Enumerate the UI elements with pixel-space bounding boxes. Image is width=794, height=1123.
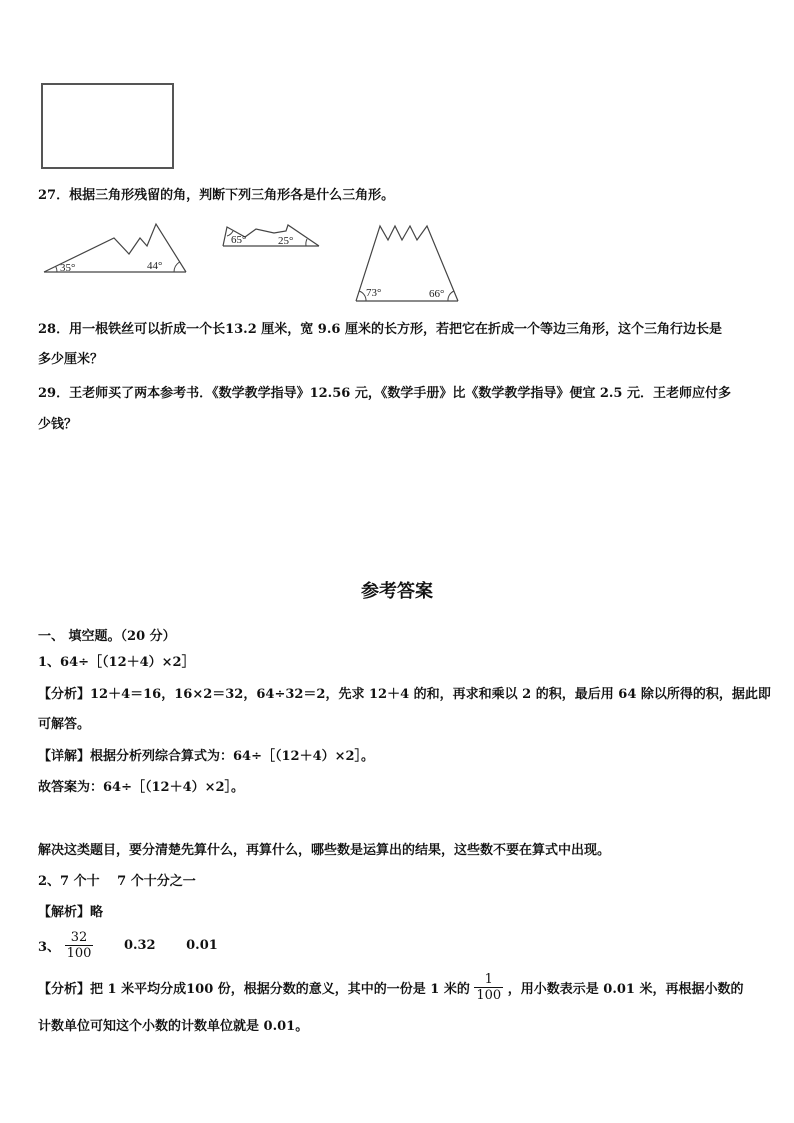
angle-label: 35° <box>60 262 76 274</box>
answer-3-head <box>38 930 218 961</box>
answer-1-detail: 【详解】根据分析列综合算式为：64÷［（12＋4）×2］。 <box>38 749 375 764</box>
question-29-line2: 少钱？ <box>38 417 78 432</box>
angle-label: 65° <box>231 234 247 246</box>
fraction-denominator: 100 <box>476 988 502 1003</box>
fraction-denominator: 100 <box>66 946 92 961</box>
answer-3-analysis-line2: 计数单位可知这个小数的计数单位就是 0.01。 <box>38 1019 309 1034</box>
answer-2-analysis: 【解析】略 <box>38 905 104 920</box>
answer-1-head: 1、64÷［（12＋4）×2］ <box>38 655 195 670</box>
answer-2-head: 2、7 个十 7 个十分之一 <box>38 874 196 889</box>
question-28-line1: 28．用一根铁丝可以折成一个长13.2 厘米，宽 9.6 厘米的长方形，若把它在折成一个等边三角形，这个三角行边长是 <box>38 322 722 337</box>
fraction-1-100 <box>474 972 503 1003</box>
question-27: 27．根据三角形残留的角，判断下列三角形各是什么三角形。 <box>38 188 395 203</box>
answer-1-tip: 解决这类题目，要分清楚先算什么，再算什么，哪些数是运算出的结果，这些数不要在算式中出现。 <box>38 843 611 858</box>
angle-label: 73° <box>366 287 382 299</box>
answer-3-analysis-a: 【分析】把 1 米平均分成100 份，根据分数的意义，其中的一份是 1 米的 <box>38 982 470 997</box>
answer-3-analysis-b: ，用小数表示是 0.01 米，再根据小数的 <box>507 982 744 997</box>
angle-label: 44° <box>147 260 163 272</box>
answer-3-value-1: 0.32 <box>123 938 156 953</box>
answer-1-analysis-line1: 【分析】12＋4＝16，16×2＝32，64÷32＝2，先求 12＋4 的和，再求和乘以 2 的积，最后用 64 除以所得的积，据此即 <box>38 687 771 702</box>
answer-3-analysis-line1 <box>38 972 743 1003</box>
section-heading: 一、 填空题。（20 分） <box>38 629 176 644</box>
question-29-line1: 29．王老师买了两本参考书．《数学教学指导》12.56 元，《数学手册》比《数学教学指导》便宜 2.5 元．王老师应付多 <box>38 386 731 401</box>
question-28-line2: 多少厘米？ <box>38 352 104 367</box>
answer-1-result: 故答案为：64÷［（12＋4）×2］。 <box>38 780 245 795</box>
answer-3-label: 3、 <box>38 940 61 955</box>
answer-1-analysis-line2: 可解答。 <box>38 717 91 732</box>
triangle-figure-3 <box>352 220 462 305</box>
triangle-figure-2 <box>218 219 324 251</box>
fraction-numerator: 1 <box>484 972 493 987</box>
angle-label: 66° <box>429 288 445 300</box>
fraction-numerator: 32 <box>70 930 88 945</box>
answers-title: 参考答案 <box>361 581 433 602</box>
angle-label: 25° <box>278 235 294 247</box>
rectangle-figure <box>41 83 174 169</box>
fraction-32-100 <box>65 930 94 961</box>
triangle-figure-1 <box>40 214 190 276</box>
answer-3-value-2: 0.01 <box>186 938 218 953</box>
